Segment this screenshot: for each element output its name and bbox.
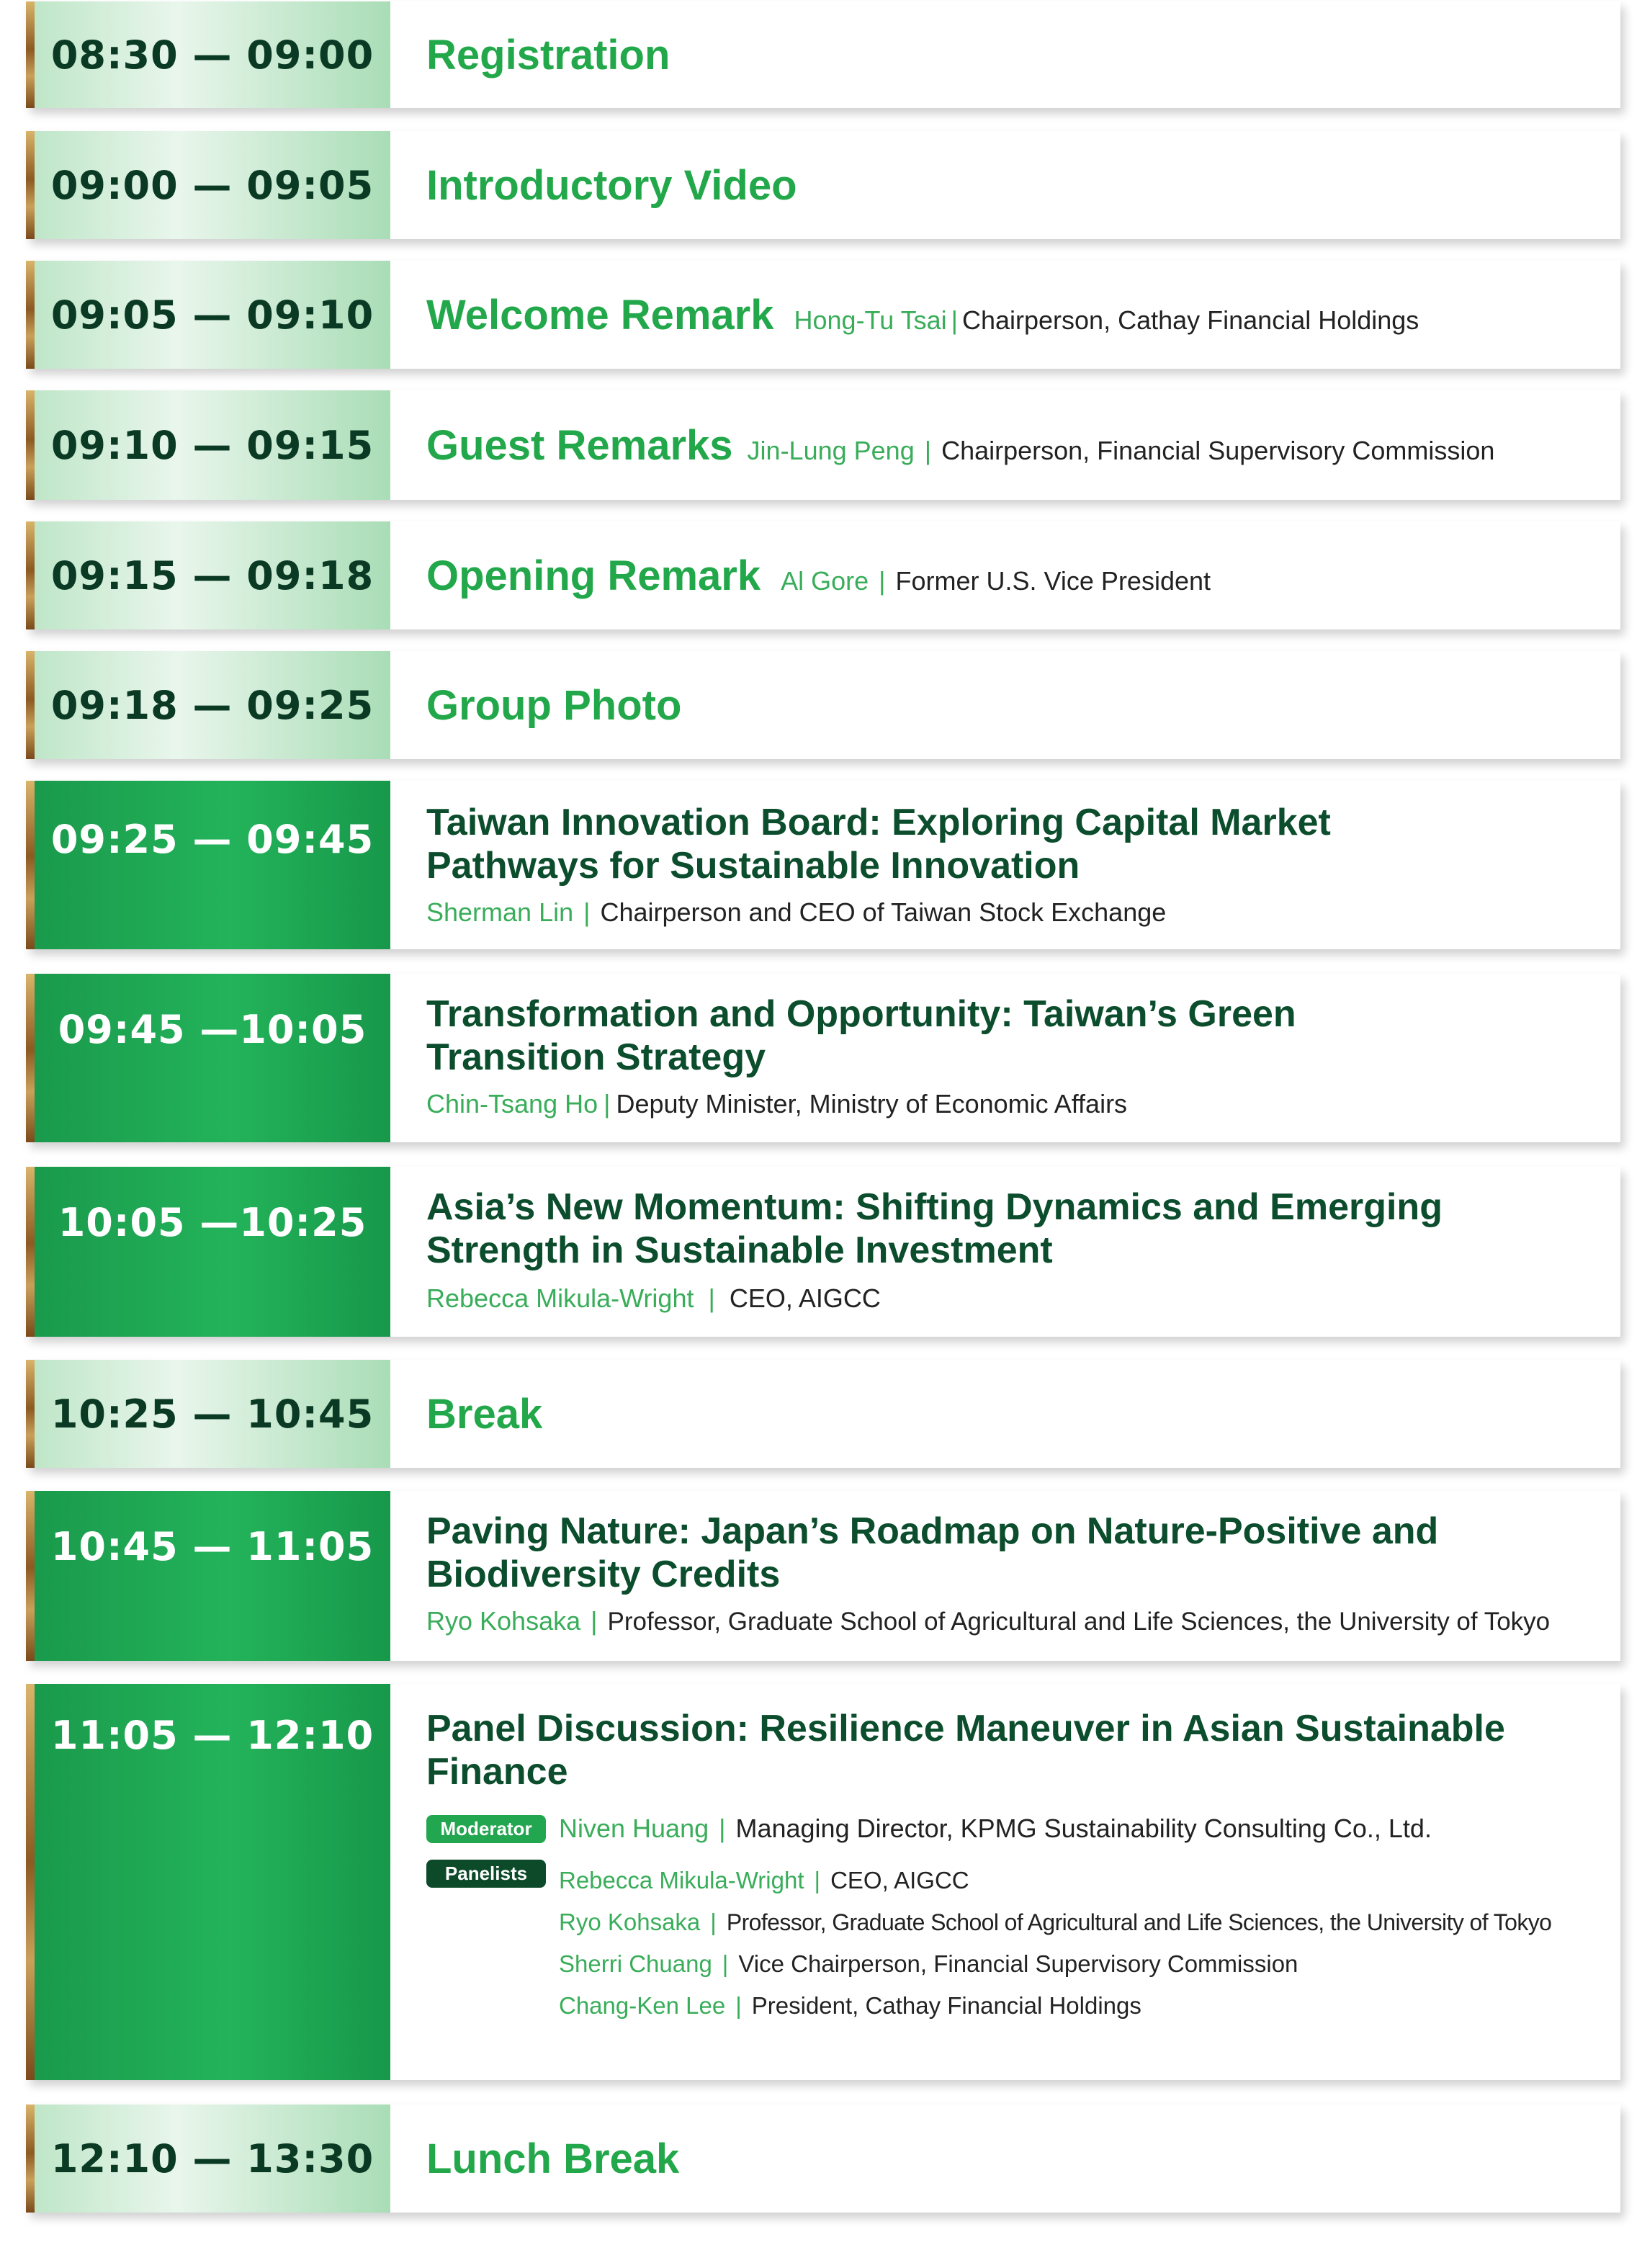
time-slot: 10:25 — 10:45	[35, 1360, 390, 1468]
session-title-line2: Biodiversity Credits	[426, 1554, 781, 1595]
separator: |	[708, 1283, 715, 1313]
session-title: Registration	[426, 31, 670, 79]
session-title: Opening Remark	[426, 552, 761, 599]
gold-accent-bar	[26, 974, 35, 1142]
time-slot: 09:45 —10:05	[35, 974, 390, 1142]
gold-accent-bar	[26, 390, 35, 500]
agenda-row	[26, 521, 1620, 629]
time-slot: 09:10 — 09:15	[35, 390, 390, 500]
time-slot: 09:18 — 09:25	[35, 651, 390, 759]
agenda-row	[26, 261, 1620, 369]
panelist-item	[559, 1992, 1551, 2020]
session-title: Group Photo	[426, 681, 682, 729]
session-title-line2: Transition Strategy	[426, 1036, 766, 1078]
session-title-line1: Taiwan Innovation Board: Exploring Capital Market	[426, 802, 1331, 843]
agenda-row	[26, 974, 1620, 1142]
panelist-name: Chang-Ken Lee	[559, 1992, 726, 2019]
session-title: Welcome Remark	[426, 291, 774, 339]
agenda-row	[26, 390, 1620, 500]
session-title: Guest Remarks	[426, 421, 733, 469]
agenda-row	[26, 781, 1620, 949]
session-title-line1: Transformation and Opportunity: Taiwan’s Green	[426, 993, 1296, 1035]
agenda-row	[26, 1491, 1620, 1661]
gold-accent-bar	[26, 781, 35, 949]
panelist-item	[559, 1950, 1551, 1978]
agenda-row	[26, 1, 1620, 108]
panelist-role: President, Cathay Financial Holdings	[751, 1992, 1141, 2019]
speaker-name: Hong-Tu Tsai	[794, 305, 947, 335]
separator: |	[814, 1867, 821, 1893]
speaker-name: Rebecca Mikula-Wright	[426, 1283, 694, 1313]
time-slot: 09:15 — 09:18	[35, 521, 390, 629]
gold-accent-bar	[26, 131, 35, 239]
speaker-name: Jin-Lung Peng	[747, 435, 915, 465]
gold-accent-bar	[26, 261, 35, 369]
separator: |	[924, 435, 932, 465]
gold-accent-bar	[26, 2105, 35, 2213]
panelist-role: Professor, Graduate School of Agricultural and Life Sciences, the University of Tokyo	[726, 1909, 1552, 1935]
panelist-role: Vice Chairperson, Financial Supervisory Commission	[738, 1950, 1298, 1977]
gold-accent-bar	[26, 1491, 35, 1661]
speaker-role: Chairperson, Cathay Financial Holdings	[961, 305, 1419, 335]
session-title: Lunch Break	[426, 2135, 680, 2182]
gold-accent-bar	[26, 651, 35, 759]
session-title-line2: Finance	[426, 1751, 568, 1793]
time-slot: 11:05 — 12:10	[35, 1684, 390, 2080]
time-slot: 09:00 — 09:05	[35, 131, 390, 239]
session-title: Break	[426, 1390, 543, 1438]
agenda-row	[26, 1167, 1620, 1337]
speaker-role: Chairperson, Financial Supervisory Commission	[941, 435, 1495, 465]
separator: |	[583, 897, 591, 927]
speaker-role: Chairperson and CEO of Taiwan Stock Exchange	[600, 897, 1167, 927]
agenda-row	[26, 131, 1620, 239]
separator: |	[710, 1909, 717, 1935]
moderator-tag: Moderator	[426, 1815, 546, 1843]
agenda-row	[26, 1684, 1620, 2080]
time-slot: 12:10 — 13:30	[35, 2105, 390, 2213]
panelist-list	[559, 1867, 1551, 2020]
separator: |	[735, 1992, 742, 2019]
agenda-row	[26, 651, 1620, 759]
speaker-name: Sherman Lin	[426, 897, 574, 927]
speaker-role: CEO, AIGCC	[729, 1283, 881, 1313]
time-slot: 09:25 — 09:45	[35, 781, 390, 949]
speaker-role: Professor, Graduate School of Agricultural and Life Sciences, the University of Tokyo	[607, 1608, 1551, 1636]
speaker-role: Deputy Minister, Ministry of Economic Affairs	[616, 1089, 1128, 1119]
separator: |	[722, 1950, 729, 1977]
gold-accent-bar	[26, 1360, 35, 1468]
panelists-tag: Panelists	[426, 1860, 546, 1888]
gold-accent-bar	[26, 1, 35, 108]
panelist-role: CEO, AIGCC	[830, 1867, 969, 1893]
gold-accent-bar	[26, 521, 35, 629]
time-slot: 10:45 — 11:05	[35, 1491, 390, 1661]
speaker-name: Chin-Tsang Ho	[426, 1089, 598, 1119]
separator: |	[719, 1814, 726, 1843]
session-title-line2: Pathways for Sustainable Innovation	[426, 845, 1080, 887]
panelist-item	[559, 1909, 1551, 1936]
gold-accent-bar	[26, 1167, 35, 1337]
session-title: Introductory Video	[426, 161, 797, 209]
panelist-name: Sherri Chuang	[559, 1950, 712, 1977]
panelist-item	[559, 1867, 1551, 1894]
time-slot: 09:05 — 09:10	[35, 261, 390, 369]
session-title-line1: Asia’s New Momentum: Shifting Dynamics and Emerging	[426, 1186, 1443, 1228]
speaker-name: Al Gore	[781, 565, 869, 596]
agenda-row	[26, 1360, 1620, 1468]
separator: |	[879, 565, 886, 596]
panelist-name: Rebecca Mikula-Wright	[559, 1867, 804, 1893]
gold-accent-bar	[26, 1684, 35, 2080]
moderator-name: Niven Huang	[559, 1814, 709, 1843]
panelist-name: Ryo Kohsaka	[559, 1909, 701, 1935]
time-slot: 08:30 — 09:00	[35, 1, 390, 108]
agenda-row	[26, 2105, 1620, 2213]
separator: |	[591, 1606, 598, 1636]
session-title-line1: Paving Nature: Japan’s Roadmap on Nature-Positive and	[426, 1510, 1439, 1552]
separator: |	[604, 1089, 611, 1119]
separator: |	[951, 305, 958, 335]
time-slot: 10:05 —10:25	[35, 1167, 390, 1337]
session-title-line2: Strength in Sustainable Investment	[426, 1229, 1053, 1271]
speaker-role: Former U.S. Vice President	[895, 565, 1211, 596]
session-title-line1: Panel Discussion: Resilience Maneuver in Asian Sustainable	[426, 1708, 1505, 1749]
speaker-name: Ryo Kohsaka	[426, 1606, 581, 1636]
moderator-role: Managing Director, KPMG Sustainability Consulting Co., Ltd.	[735, 1814, 1432, 1843]
